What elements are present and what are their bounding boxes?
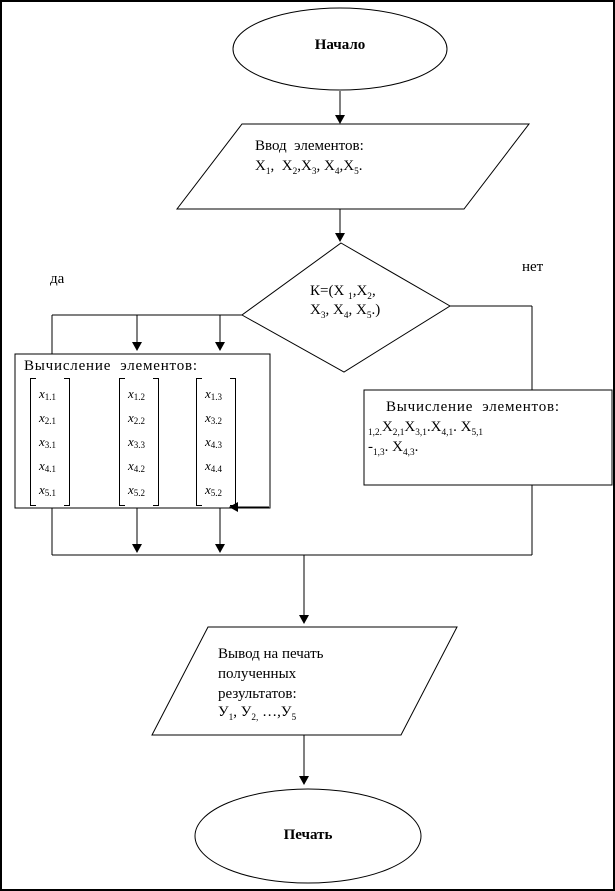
start-node-label: Начало <box>314 37 366 53</box>
matrix-entry: x 5.2 <box>128 482 146 498</box>
end-node-label: Печать <box>283 827 333 843</box>
arrowhead-into-input <box>335 115 345 124</box>
decision-condition-line2: $Х_3$, $Х_4$, $Х_5$.) <box>310 302 381 321</box>
arrowhead-into-decision <box>335 233 345 242</box>
output-parallelogram-shape <box>152 627 457 735</box>
matrix-entry: x 5.1 <box>39 482 57 498</box>
matrix-entry: x 3.1 <box>39 434 57 450</box>
output-line-3: результатов: <box>218 686 297 702</box>
arrowhead-into-output <box>299 615 309 624</box>
output-results: $У_1$, $У_{2,}$ $\dots,У_5$ <box>218 704 297 723</box>
matrix-entry: x 3.3 <box>128 434 146 450</box>
arrowhead-yes-right <box>215 342 225 351</box>
matrix-entry: x 1.2 <box>128 386 146 402</box>
matrix-column-3 <box>196 378 236 506</box>
calc-right-formula-line2: $-_{1,3}$. $Х_{4,3}$. <box>368 439 419 458</box>
calc-right-title: Вычисление элементов: <box>386 399 560 415</box>
arrowhead-into-end <box>299 776 309 785</box>
output-line-2: полученных <box>218 666 297 682</box>
matrix-entry: x 3.2 <box>205 410 223 426</box>
matrix-entry: x 2.1 <box>39 410 57 426</box>
flowchart-shapes <box>2 2 615 891</box>
branch-no-label: нет <box>522 259 544 275</box>
branch-yes-label: да <box>50 271 65 287</box>
arrowhead-bus-mid <box>132 544 142 553</box>
matrix-entry: x 1.3 <box>205 386 223 402</box>
output-line-1: Вывод на печать <box>218 646 324 662</box>
decision-condition-line1: К=(Х $_1,Х_2$, <box>310 283 376 302</box>
matrix-entry: x 1.1 <box>39 386 57 402</box>
calc-right-formula-line1: $_{1,2.}Х_{2,1}Х_{3,1}.Х_{4,1}$. $Х_{5,1}$ <box>368 419 484 438</box>
matrix-entry: x 5.2 <box>205 482 223 498</box>
matrix-column-2 <box>119 378 159 506</box>
calc-left-title: Вычисление элементов: <box>24 358 198 374</box>
arrowhead-yes-mid <box>132 342 142 351</box>
input-node-title: Ввод элементов: <box>255 138 364 154</box>
matrix-entry: x 4.2 <box>128 458 146 474</box>
matrix-entry: x 2.2 <box>128 410 146 426</box>
matrix-entry: x 4.4 <box>205 458 223 474</box>
matrix-entry: x 4.3 <box>205 434 223 450</box>
matrix-column-1 <box>30 378 70 506</box>
arrowhead-bus-right <box>215 544 225 553</box>
input-node-elements: $Х_1$, $Х_2,Х_3$, $Х_4,Х_5$. <box>255 158 363 177</box>
matrix-entry: x 4.1 <box>39 458 57 474</box>
